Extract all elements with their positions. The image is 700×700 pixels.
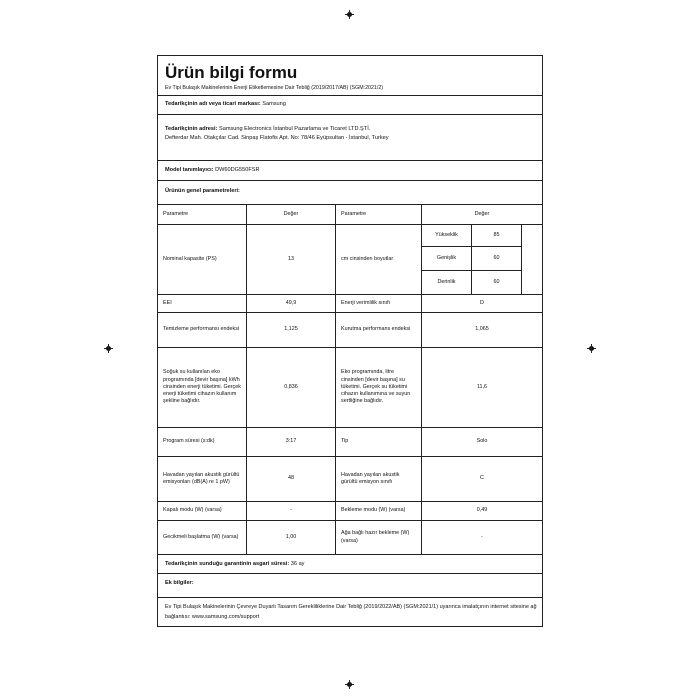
address-label: Tedarikçinin adresi: bbox=[165, 126, 218, 132]
noise-class-label: Havadan yayılan akustik gürültü emisyon sınıfı bbox=[336, 457, 422, 502]
model-label: Model tanımlayıcı: bbox=[165, 167, 214, 173]
extra-info-label: Ek bilgiler: bbox=[165, 580, 194, 586]
standby-label: Bekleme modu (W) (varsa) bbox=[336, 502, 422, 521]
type-label: Tip bbox=[336, 428, 422, 457]
general-params-row bbox=[158, 181, 542, 205]
delay-start-value: 1,00 bbox=[247, 521, 336, 555]
energy-class-value: D bbox=[422, 295, 542, 313]
extra-info-row bbox=[158, 574, 542, 598]
noise-value: 48 bbox=[247, 457, 336, 502]
title-block bbox=[158, 56, 542, 96]
height-value: 85 bbox=[472, 225, 522, 247]
energy-consumption-label: Soğuk su kullanılan eko programında [devir başına] kWh cinsinden enerji tüketimi. Gerçek enerji tüketimi cihazın kullanım şekline bağlıdır. bbox=[158, 348, 247, 428]
energy-consumption-value: 0,836 bbox=[247, 348, 336, 428]
registration-mark-top bbox=[345, 10, 354, 19]
off-mode-label: Kapalı modu (W) (varsa) bbox=[158, 502, 247, 521]
warranty-label: Tedarikçinin sunduğu garantinin asgari süresi: bbox=[165, 561, 290, 567]
noise-label: Havadan yayılan akustik gürültü emisyonları (dB(A) re 1 pW) bbox=[158, 457, 247, 502]
eei-label: EEI bbox=[158, 295, 247, 313]
energy-class-label: Enerji verimlilik sınıfı bbox=[336, 295, 422, 313]
depth-label: Derinlik bbox=[422, 271, 472, 295]
networked-standby-value: - bbox=[422, 521, 542, 555]
cleaning-label: Temizleme performansı endeksi bbox=[158, 313, 247, 348]
header-value-left: Değer bbox=[247, 205, 336, 225]
supplier-value: Samsung bbox=[262, 101, 286, 107]
height-label: Yükseklik bbox=[422, 225, 472, 247]
header-param-right: Parametre bbox=[336, 205, 422, 225]
general-params-label: Ürünün genel parametreleri: bbox=[165, 188, 240, 194]
networked-standby-label: Ağa bağlı hazır bekleme (W) (varsa) bbox=[336, 521, 422, 555]
capacity-value: 13 bbox=[247, 225, 336, 295]
registration-mark-bottom bbox=[345, 680, 354, 689]
depth-value: 60 bbox=[472, 271, 522, 295]
header-param-left: Parametre bbox=[158, 205, 247, 225]
product-information-sheet bbox=[157, 55, 543, 627]
address-line1: Samsung Electronics İstanbul Pazarlama ve Ticaret LTD.ŞTİ. bbox=[219, 126, 371, 132]
water-consumption-value: 11,6 bbox=[422, 348, 542, 428]
address-line2: Defterdar Mah. Otakçılar Cad. Sinpaş Flatofis Apt. No: 78/46 Eyüpsultan - İstanbul, Turkey bbox=[165, 135, 389, 141]
delay-start-label: Gecikmeli başlatma (W) (varsa) bbox=[158, 521, 247, 555]
off-mode-value: - bbox=[247, 502, 336, 521]
parameters-table bbox=[158, 205, 542, 555]
noise-class-value: C bbox=[422, 457, 542, 502]
footer-note: Ev Tipi Bulaşık Makinelerinin Çevreye Duyarlı Tasarım Gerekliliklerine Dair Tebliğ (2019/2022/AB) (SGM:2021/1) uyarınca imalatçının internet sitesine ağ bağlantısı: www.samsung.com/support bbox=[165, 604, 537, 620]
supplier-label: Tedarikçinin adı veya ticari markası: bbox=[165, 101, 261, 107]
drying-value: 1,065 bbox=[422, 313, 542, 348]
header-value-right: Değer bbox=[422, 205, 542, 225]
registration-mark-left bbox=[104, 344, 113, 353]
water-consumption-label: Eko programında, litre cinsinden [devir başına] su tüketimi. Gerçek su tüketimi cihazın kullanımına ve suyun sertliğine bağlıdır. bbox=[336, 348, 422, 428]
drying-label: Kurutma performans endeksi bbox=[336, 313, 422, 348]
address-row bbox=[158, 115, 542, 161]
type-value: Solo bbox=[422, 428, 542, 457]
capacity-label: Nominal kapasite (PS) bbox=[158, 225, 247, 295]
standby-value: 0,49 bbox=[422, 502, 542, 521]
width-value: 60 bbox=[472, 247, 522, 271]
dimensions-spacer bbox=[522, 225, 542, 295]
program-duration-value: 3:17 bbox=[247, 428, 336, 457]
program-duration-label: Program süresi (s:dk) bbox=[158, 428, 247, 457]
supplier-row bbox=[158, 95, 542, 115]
width-label: Genişlik bbox=[422, 247, 472, 271]
model-row bbox=[158, 161, 542, 181]
registration-mark-right bbox=[587, 344, 596, 353]
model-value: DW60DG550FSR bbox=[215, 167, 260, 173]
warranty-value: 36 ay bbox=[290, 561, 305, 567]
dimensions-label: cm cinsinden boyutlar bbox=[336, 225, 422, 295]
eei-value: 49,9 bbox=[247, 295, 336, 313]
cleaning-value: 1,125 bbox=[247, 313, 336, 348]
document-subtitle: Ev Tipi Bulaşık Makinelerinin Enerji Etiketlemesine Dair Tebliğ (2019/2017/AB) (SGM:2021/2) bbox=[165, 85, 384, 91]
warranty-row bbox=[158, 555, 542, 574]
document-title: Ürün bilgi formu bbox=[165, 63, 298, 82]
